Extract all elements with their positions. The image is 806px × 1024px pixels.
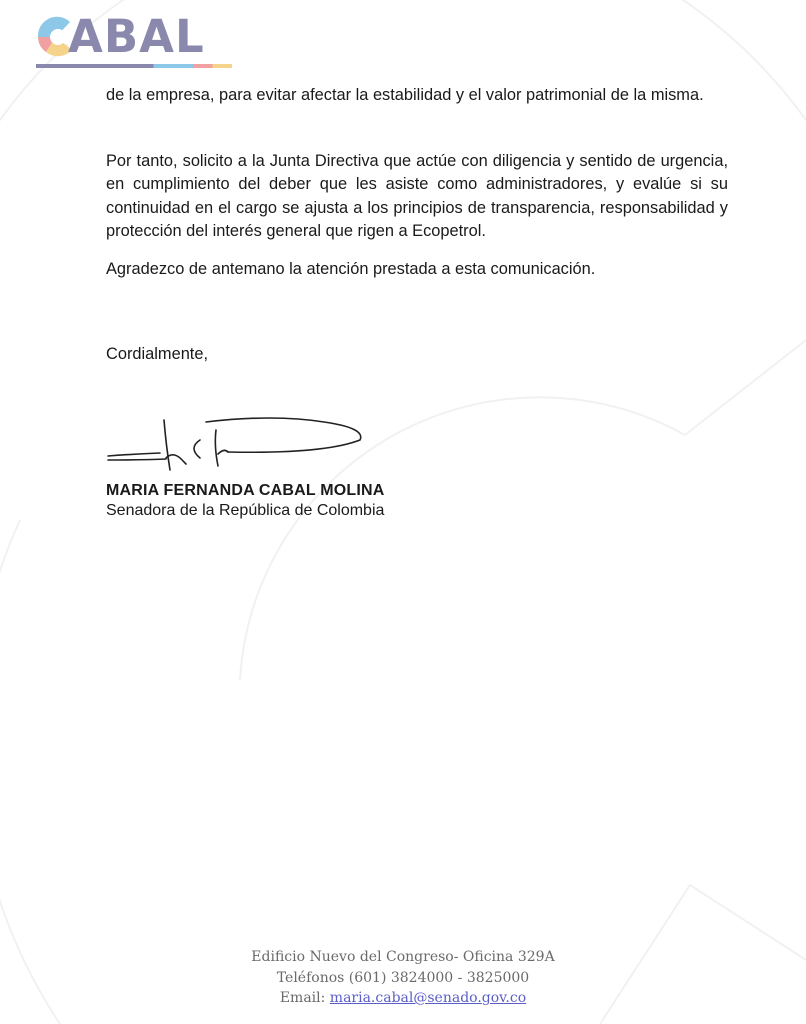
footer-email-line: [0, 988, 806, 1009]
handwritten-signature: [104, 410, 374, 480]
letter-body-2: [106, 150, 728, 243]
paragraph-2: Por tanto, solicito a la Junta Directiva que actúe con diligencia y sentido de urgencia, en cumplimiento del deber que les asiste como administradores, y evalúe si su continuidad en el cargo se ajusta a los principios de transparencia, responsabilidad y protección del interés general que rigen a Ecopetrol.: [106, 152, 728, 240]
logo-color-bar: [36, 64, 232, 68]
footer-phones: Teléfonos (601) 3824000 - 3825000: [276, 969, 530, 986]
letter-body-3: [106, 258, 728, 281]
signer-title: Senadora de la República de Colombia: [106, 502, 385, 519]
paragraph-3: Agradezco de antemano la atención prestada a esta comunicación.: [106, 260, 596, 278]
signer-block: [106, 482, 385, 520]
footer-email-label: Email:: [279, 990, 330, 1006]
footer-address: Edificio Nuevo del Congreso- Oficina 329A: [251, 949, 555, 965]
cabal-logo: [34, 12, 234, 70]
closing: Cordialmente,: [106, 345, 209, 363]
signer-name: MARIA FERNANDA CABAL MOLINA: [106, 482, 385, 499]
paragraph-1: de la empresa, para evitar afectar la estabilidad y el valor patrimonial de la misma.: [106, 86, 704, 104]
letter-body: [106, 84, 728, 107]
email-link[interactable]: maria.cabal@senado.gov.co: [329, 990, 527, 1006]
footer: [0, 947, 806, 1009]
logo-wordmark: ABAL: [68, 10, 205, 63]
